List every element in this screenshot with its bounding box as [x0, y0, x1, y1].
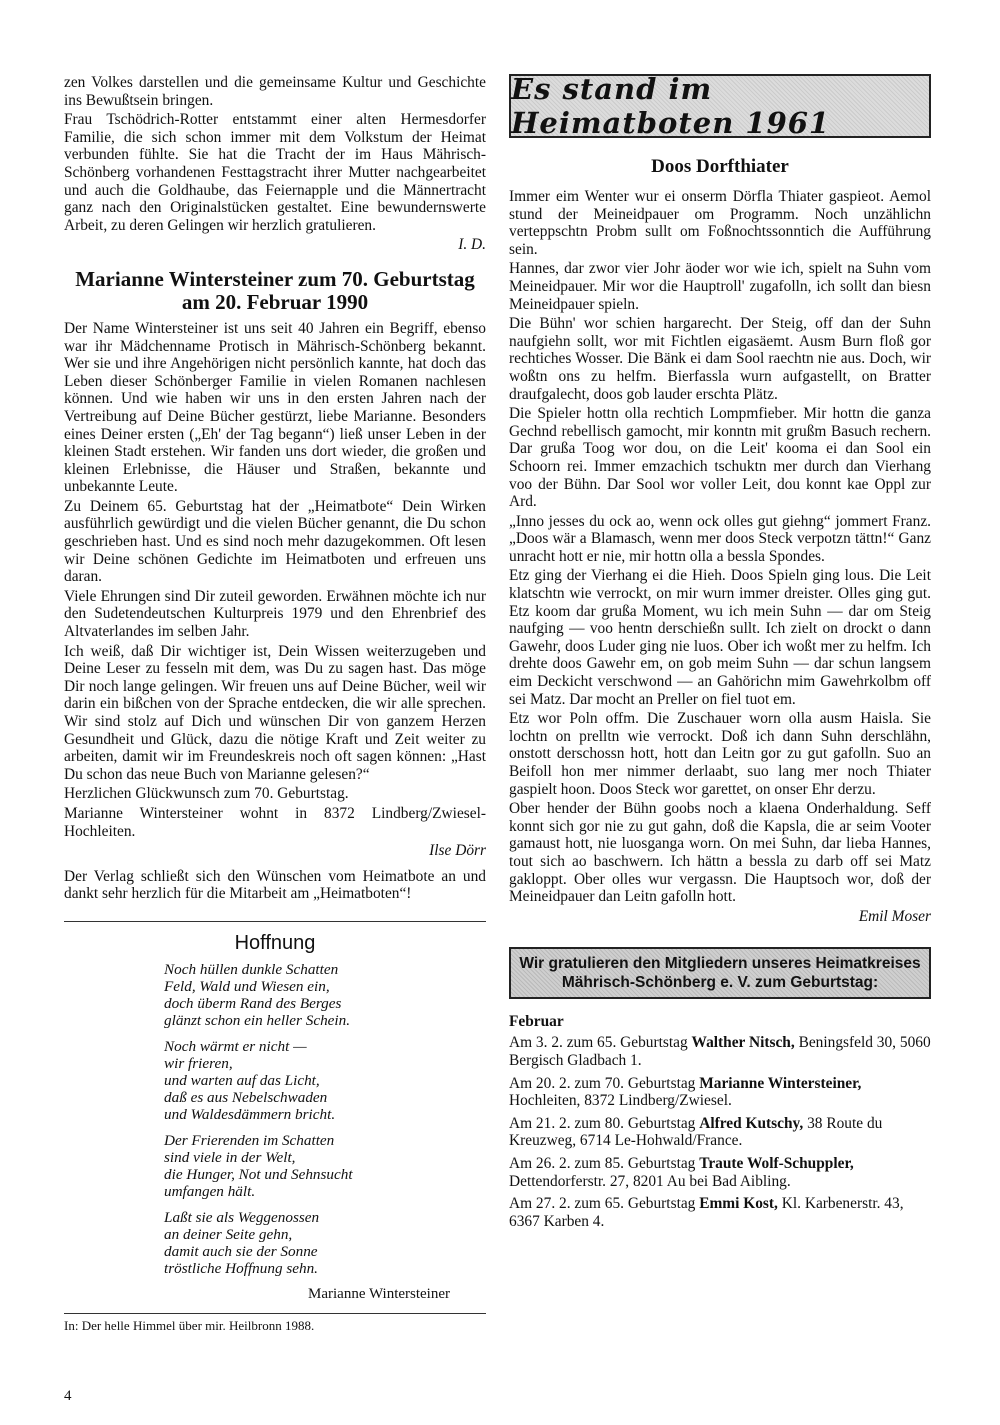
poem-line: und Waldesdämmern bricht.	[164, 1105, 336, 1123]
story-paragraph-1: Immer eim Wenter wur ei onserm Dörfla Thiater gaspieot. Aemol stund der Meineidpauer om Programm. Noch unzählichn verteppschtn Probm sullt om Foßnochtssonntich die Aufführung sein.	[509, 188, 931, 258]
story-paragraph-3: Die Bühn' wor schien hargarecht. Der Steig, off dan der Suhn naufgiehn sollt, wor mit Fichtlen eigasäemt. Ausm Burn floß gor rechtiches Wosser. Die Bänk ei dam Sool raechtn nie aus. Doch, wir woßtn ons zu helfm. Bierfassla wurn aufgastellt, on Bratter draufgalecht, doos gob lauder erschta Plätz.	[509, 315, 931, 403]
publisher-note: Der Verlag schließt sich den Wünschen vom Heimatbote an und dankt sehr herzlich für die Mitarbeit am „Heimatboten“!	[64, 867, 486, 903]
intro-paragraph-1: zen Volkes darstellen und die gemeinsame Kultur und Geschichte ins Bewußtsein bringen.	[64, 74, 486, 109]
poem-line: und warten auf das Licht,	[164, 1071, 320, 1089]
poem-line: Der Frierenden im Schatten	[164, 1131, 335, 1149]
article-paragraph-3: Viele Ehrungen sind Dir zuteil geworden. Erwähnen möchte ich nur den Sudetendeutschen Kulturpreis 1979 und den Ehrenbrief des Altvaterlandes im selben Jahr.	[64, 587, 486, 641]
intro-paragraph-2: Frau Tschödrich-Rotter entstammt einer alten Hermesdorfer Familie, die sich schon immer mit dem Volkstum der Heimat verbunden fühlte. Sie hat die Tracht der im Haus Mährisch-Schönberg vorhandenen Festtagstracht ihrer Mutter nachgearbeitet und auch die Goldhaube, das Feiernapple und die Männertracht ganz nach den Originalstücken gestaltet. Eine bewundernswerte Arbeit, zu deren Gelingen wir herzlich gratulieren.	[64, 111, 486, 234]
article-title-line-1: Marianne Wintersteiner zum 70. Geburtstag	[75, 266, 475, 291]
poem-line: damit auch sie der Sonne	[164, 1242, 318, 1260]
poem-stanza-1	[164, 961, 486, 1029]
article-paragraph-6: Marianne Wintersteiner wohnt in 8372 Lindberg/Zwiesel-Hochleiten.	[64, 804, 486, 840]
article-paragraph-4: Ich weiß, daß Dir wichtiger ist, Dein Wissen weiterzugeben und Deine Leser zu fesseln mit dem, was Du zu sagen hast. Das möge Dir noch lange gelingen. Wir freuen uns auf Deine Bücher, weil wir darin ein bißchen von der Sprache entdecken, die wir alle sprechen. Wir sind stolz auf Dich und wünschen Dir von ganzem Herzen Gesundheit und Glück, dazu die nötige Kraft und Zeit weiter zu arbeiten, damit wir im Freundeskreis noch oft sagen können: „Hast Du schon das neue Buch von Marianne gelesen?“	[64, 642, 486, 783]
box-line-1: Wir gratulieren den Mitgliedern unseres Heimatkreises	[519, 955, 921, 973]
box-line-2: Mährisch-Schönberg e. V. zum Geburtstag:	[561, 974, 879, 992]
article-title	[64, 268, 486, 314]
poem-stanza-4	[164, 1209, 486, 1277]
story-paragraph-7: Etz wor Poln offm. Die Zuschauer worn olla ausm Haisla. Sie lochtn on prelltn wie verrockt. Doß ich dann Suhn derschlähn, onstott derschossn hott, hott dan Leitn gor zu gut gafolln. Suo an Beifoll hon mer nimmer derlaabt, suo lang mer noch Thiater gaspielt hoon. Doos Steck wor garettet, on onser Ehr derzu.	[509, 710, 931, 798]
banner-text: Es stand im Heimatboten 1961	[511, 72, 831, 140]
poem-stanza-3	[164, 1132, 486, 1200]
article-signature: Ilse Dörr	[429, 842, 486, 860]
article-paragraph-2: Zu Deinem 65. Geburtstag hat der „Heimatbote“ Dein Wirken ausführlich gewürdigt und die vielen Bücher genannt, die Du schon geschrieben hast. Und es sind noch mehr dazugekommen. Oft lesen wir Deine schönen Gedichte im Heimatboten und erfreuen uns daran.	[64, 497, 486, 586]
month-heading: Februar	[509, 1013, 564, 1031]
birthday-name: Emmi Kost,	[699, 1195, 778, 1213]
article-title-line-2: am 20. Februar 1990	[181, 289, 369, 314]
poem-line: Noch wärmt er nicht —	[164, 1037, 307, 1055]
page-number: 4	[64, 1388, 72, 1404]
birthday-name: Alfred Kutschy,	[699, 1114, 804, 1132]
poem-author: Marianne Wintersteiner	[308, 1285, 450, 1302]
poem-line: daß es aus Nebelschwaden	[164, 1088, 328, 1106]
poem-stanza-2	[164, 1038, 486, 1123]
left-column	[64, 74, 486, 1333]
poem-line: Noch hüllen dunkle Schatten	[164, 960, 339, 978]
story-paragraph-2: Hannes, dar zwor vier Johr äoder wor wie ich, spielt na Suhn vom Meineidpauer. Mir wor die Hauptroll' zugafolln, ich sollt dan biesn Meineidpauer spieln.	[509, 260, 931, 313]
poem-line: sind viele in der Welt,	[164, 1148, 296, 1166]
story-title: Doos Dorfthiater	[651, 156, 789, 177]
source-divider	[64, 1313, 486, 1314]
birthday-name: Marianne Wintersteiner,	[699, 1074, 862, 1092]
poem-line: die Hunger, Not und Sehnsucht	[164, 1165, 353, 1183]
story-paragraph-4: Die Spieler hottn olla rechtich Lompmfieber. Mir hottn die ganza Gechnd rebellisch gamocht, mir konntn mit grußm Basuch rechern. Dar grußa Toog wor dou, on die Leit' kooma ei dan Sool ein Schoorn rei. Immer emzachich tschuktn mer durch dan Vierhang voo der Bühn. Dar Sool wor voller Leit, dou konnt kae Oppl zur Ard.	[509, 405, 931, 511]
poem-line: Feld, Wald und Wiesen ein,	[164, 977, 330, 995]
story-paragraph-8: Ober hender der Bühn goobs noch a klaena Onderhaldung. Seff konnt sich gor nie zu gut gahn, doß die Kapsla, die ar seim Vooter gamaust hott, nie luosganga worn. On mei Suhn, dar lieba Hannes, tout sich ao baschwern. Ich hättn a bessla zu darb off sei Matz gakloppt. Ober olles wur vergassn. Die Hauptsoch wor, doß der Meineidpauer dan Leitn gafolln hott.	[509, 800, 931, 906]
poem-line: an deiner Seite gehn,	[164, 1225, 293, 1243]
story-paragraph-6: Etz ging der Vierhang ei die Hieh. Doos Spieln ging lous. Die Leit klatschtn wie verrockt, on mir wurn immer dreister. Olles ging gut. Etz koom dar grußa Moment, wu ich mein Suhn — dar om Steig naufging — voo hentn derschießn sullt. Ich zielt on drockt o dann Gawehr, doos Luder ging nie luos. Ober ich woßt mer zu helfm. Ich drehte doos Gawehr em, on gob meim Suhn — dar schun langsem eim Deckicht verschwond — an Gahörichn mim Gawehrkolbm off sei Matz. Dar mocht an Preller on fiel tuot em.	[509, 567, 931, 708]
poem-source: In: Der helle Himmel über mir. Heilbronn 1988.	[64, 1317, 315, 1333]
intro-signature: I. D.	[458, 236, 486, 254]
poem-line: tröstliche Hoffnung sehn.	[164, 1259, 318, 1277]
birthday-entry: Am 21. 2. zum 80. Geburtstag Alfred Kutschy, 38 Route du Kreuzweg, 6714 Le-Hohwald/France.	[509, 1114, 883, 1150]
poem-title: Hoffnung	[234, 931, 316, 954]
birthday-name: Walther Nitsch,	[691, 1034, 795, 1052]
story-paragraph-5: „Inno jesses du ock ao, wenn ock olles gut giehng“ jommert Franz. „Doos wär a Blamasch, wenn mer doos Steck verpotzn tättn!“ Ganz unracht hott er nie, mir hottn olla a bessla Spondes.	[509, 512, 931, 565]
story-signature: Emil Moser	[858, 907, 931, 925]
birthday-announcement-box	[509, 947, 931, 999]
birthday-name: Traute Wolf-Schuppler,	[699, 1154, 854, 1172]
article-paragraph-5: Herzlichen Glückwunsch zum 70. Geburtstag.	[64, 785, 349, 803]
poem-line: doch überm Rand des Berges	[164, 994, 342, 1012]
heimatbote-banner	[509, 74, 931, 138]
right-column	[509, 74, 931, 1235]
poem-line: umfangen hält.	[164, 1182, 256, 1200]
birthday-entry: Am 3. 2. zum 65. Geburtstag Walther Nitsch, Beningsfeld 30, 5060 Bergisch Gladbach 1.	[509, 1034, 931, 1069]
poem-line: wir frieren,	[164, 1054, 233, 1072]
birthday-entry: Am 26. 2. zum 85. Geburtstag Traute Wolf-Schuppler, Dettendorferstr. 27, 8201 Au bei Bad Aibling.	[509, 1154, 854, 1190]
poem-line: glänzt schon ein heller Schein.	[164, 1011, 351, 1029]
birthday-entry: Am 20. 2. zum 70. Geburtstag Marianne Wintersteiner, Hochleiten, 8372 Lindberg/Zwiesel.	[509, 1074, 862, 1110]
birthday-entry: Am 27. 2. zum 65. Geburtstag Emmi Kost, Kl. Karbenerstr. 43, 6367 Karben 4.	[509, 1195, 904, 1230]
article-paragraph-1: Der Name Wintersteiner ist uns seit 40 Jahren ein Begriff, ebenso war ihr Mädchenname Protisch in Mährisch-Schönberg bekannt. Wer sie und ihre Angehörigen nicht persönlich kannte, hat doch das Leben dieser Schönberger Familie in vielen Romanen nachlesen können. Und wie haben wir uns in den ersten Jahren nach der Vertreibung auf Deine Bücher gestürzt, liebe Marianne. Besonders eines Deiner ersten („Eh' der Tag begann“) ließ unser Leben in der kleinen Stadt erstehen. Wir fanden uns dort wieder, die großen und kleinen Erlebnisse, die Häuser und Straßen, bekannte und unbekannte Leute.	[64, 319, 486, 496]
poem-line: Laßt sie als Weggenossen	[164, 1208, 320, 1226]
section-divider	[64, 921, 486, 922]
